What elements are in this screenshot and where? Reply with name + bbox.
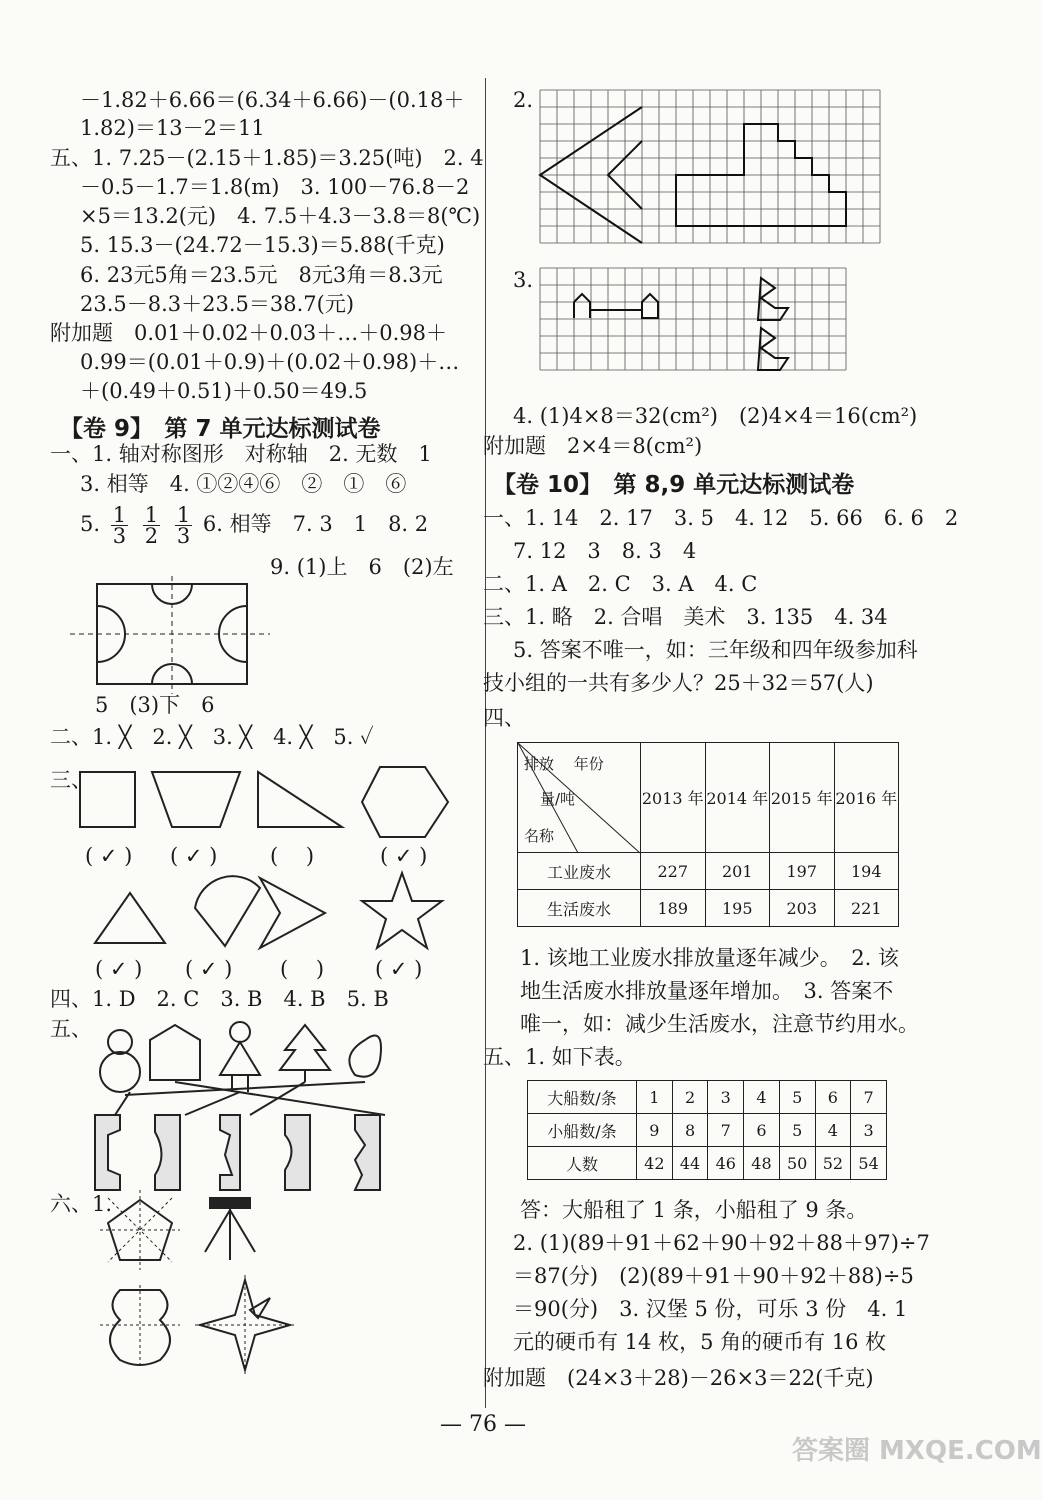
row-label: 大船数/条 (528, 1081, 637, 1114)
section-heading-10: 【卷 10】 第 8,9 单元达标测试卷 (493, 472, 855, 498)
star-shape (362, 873, 442, 948)
text-line: 唯一，如：减少生活废水，注意节约用水。 (520, 1012, 919, 1036)
hexagon-shape (362, 767, 448, 837)
table-cell: 1 (637, 1081, 673, 1114)
check-mark: ( ✓ ) (375, 957, 423, 981)
shapes-row-2 (90, 868, 450, 958)
text-line: 技小组的一共有多少人？25＋32＝57(人) (483, 671, 874, 695)
row-label: 人数 (528, 1147, 637, 1180)
text-line: －0.5－1.7＝1.8(m) 3. 100－76.8－2 (80, 175, 470, 199)
table-corner-cell (518, 743, 641, 853)
year-header: 2016 年 (834, 743, 899, 853)
text-line: －1.82＋6.66＝(6.34＋6.66)－(0.18＋ (80, 88, 465, 112)
text-line: 元的硬币有 14 枚，5 角的硬币有 16 枚 (513, 1330, 887, 1354)
grid-drawing-3 (540, 268, 850, 383)
table-cell: 5 (779, 1081, 815, 1114)
corner-top-label: 排放 年份 (524, 755, 604, 773)
table-cell: 8 (672, 1114, 708, 1147)
check-mark: ( ✓ ) (170, 844, 218, 868)
table-cell: 2 (672, 1081, 708, 1114)
table-cell: 4 (744, 1081, 780, 1114)
table-cell: 5 (779, 1114, 815, 1147)
section-label: 三、 (50, 768, 92, 792)
trapezoid-shape (152, 772, 240, 827)
text-line: 1.82)＝13－2＝11 (80, 116, 265, 140)
text-line: 附加题 (24×3＋28)－26×3＝22(千克) (483, 1366, 874, 1390)
check-mark: ( ✓ ) (380, 844, 428, 868)
text-line: 1. 该地工业废水排放量逐年减少。 2. 该 (520, 946, 899, 970)
text-line: 地生活废水排放量逐年增加。 3. 答案不 (520, 979, 894, 1003)
text-line: 附加题 2×4＝8(cm²) (483, 434, 703, 458)
table-cell: 227 (641, 853, 706, 890)
q5-prefix: 5. (80, 512, 101, 536)
text-line: 6. 23元5角＝23.5元 8元3角＝8.3元 (80, 263, 443, 287)
text-line: 9. (1)上 6 (2)左 (270, 555, 454, 579)
text-line: 附加题 0.01＋0.02＋0.03＋…＋0.98＋ (50, 321, 448, 345)
arrow-shape (260, 878, 325, 948)
text-line: 五、1. 7.25－(2.15＋1.85)＝3.25(吨) 2. 4 (50, 146, 484, 170)
table-cell: 4 (815, 1114, 851, 1147)
column-divider (485, 78, 486, 1408)
watermark: 答案圈 MXQE.COM (792, 1436, 1042, 1466)
grid-drawing-2 (540, 90, 880, 248)
table-cell: 203 (770, 890, 835, 927)
table-cell: 7 (708, 1114, 744, 1147)
text-line: 五、1. 如下表。 (483, 1045, 636, 1069)
table-cell: 54 (851, 1147, 887, 1180)
text-line: 四、1. D 2. C 3. B 4. B 5. B (50, 987, 389, 1011)
check-mark: ( ✓ ) (185, 957, 233, 981)
text-line: ＋(0.49＋0.51)＋0.50＝49.5 (80, 379, 368, 403)
text-line: 7. 12 3 8. 3 4 (513, 539, 697, 563)
table-row (518, 853, 899, 890)
year-header: 2014 年 (705, 743, 770, 853)
check-mark: ( ) (280, 957, 325, 981)
text-line: 5 (3)下 6 (95, 693, 215, 717)
right-triangle-shape (258, 772, 342, 827)
text-line: ×5＝13.2(元) 4. 7.5＋4.3－3.8＝8(℃) (80, 204, 481, 228)
section-label: 六、1. (50, 1192, 113, 1216)
text-line: 23.5－8.3＋23.5＝38.7(元) (80, 292, 355, 316)
q5-line (80, 505, 428, 546)
table-cell: 201 (705, 853, 770, 890)
table-cell: 3 (708, 1081, 744, 1114)
table-cell: 194 (834, 853, 899, 890)
check-mark: ( ) (270, 844, 315, 868)
corner-mid-label: 量/吨 (540, 790, 576, 808)
text-line: ＝87(分) (2)(89＋91＋90＋92＋88)÷5 (513, 1264, 914, 1288)
symmetry-pattern-figure (70, 576, 270, 696)
table-cell: 42 (637, 1147, 673, 1180)
table-cell: 48 (744, 1147, 780, 1180)
text-line: 一、1. 轴对称图形 对称轴 2. 无数 1 (50, 442, 432, 466)
table-cell: 50 (779, 1147, 815, 1180)
table-cell: 6 (815, 1081, 851, 1114)
triangle-shape (95, 893, 165, 943)
symmetry-drawings (100, 1190, 430, 1410)
table-cell: 6 (744, 1114, 780, 1147)
text-line: 0.99＝(0.01＋0.9)＋(0.02＋0.98)＋… (80, 350, 460, 374)
fraction: $\frac{1}{3}$ (112, 503, 127, 548)
section-label: 五、 (50, 1017, 92, 1041)
table-cell: 52 (815, 1147, 851, 1180)
table-row (528, 1147, 887, 1180)
table-row (528, 1081, 887, 1114)
emission-table (517, 742, 899, 927)
table-cell: 197 (770, 853, 835, 890)
text-line: 答：大船租了 1 条，小船租了 9 条。 (520, 1198, 868, 1222)
table-cell: 221 (834, 890, 899, 927)
row-name: 工业废水 (518, 853, 641, 890)
corner-bottom-label: 名称 (524, 827, 555, 845)
fraction: $\frac{1}{3}$ (176, 503, 191, 548)
text-line: 3. 相等 4. ①②④⑥ ② ① ⑥ (80, 472, 407, 496)
text-line: 一、1. 14 2. 17 3. 5 4. 12 5. 66 6. 6 2 (483, 506, 959, 530)
matching-figures (90, 1020, 470, 1200)
table-cell: 44 (672, 1147, 708, 1180)
year-header: 2015 年 (770, 743, 835, 853)
sector-shape (195, 876, 260, 946)
table-row (528, 1114, 887, 1147)
table-cell: 3 (851, 1114, 887, 1147)
row-label: 小船数/条 (528, 1114, 637, 1147)
text-line: 4. (1)4×8＝32(cm²) (2)4×4＝16(cm²) (513, 404, 918, 428)
q5-rest: 6. 相等 7. 3 1 8. 2 (202, 512, 429, 536)
table-cell: 9 (637, 1114, 673, 1147)
year-header: 2013 年 (641, 743, 706, 853)
boat-table (527, 1080, 887, 1180)
text-line: 四、 (483, 706, 525, 730)
check-mark: ( ✓ ) (95, 957, 143, 981)
text-line: ＝90(分) 3. 汉堡 5 份，可乐 3 份 4. 1 (513, 1297, 908, 1321)
shapes-row-1 (80, 762, 450, 842)
text-line: 三、1. 略 2. 合唱 美术 3. 135 4. 34 (483, 605, 888, 629)
table-cell: 46 (708, 1147, 744, 1180)
check-mark: ( ✓ ) (85, 844, 133, 868)
text-line: 2. (1)(89＋91＋62＋90＋92＋88＋97)÷7 (513, 1231, 930, 1255)
fraction: $\frac{1}{2}$ (144, 503, 159, 548)
table-row (518, 890, 899, 927)
row-name: 生活废水 (518, 890, 641, 927)
table-cell: 189 (641, 890, 706, 927)
table-cell: 7 (851, 1081, 887, 1114)
square-shape (80, 772, 135, 827)
page-number: — 76 — (440, 1412, 526, 1437)
text-line: 5. 答案不唯一，如：三年级和四年级参加科 (513, 638, 918, 662)
table-cell: 195 (705, 890, 770, 927)
question-label: 2. (513, 88, 534, 112)
text-line: 二、1. A 2. C 3. A 4. C (483, 572, 758, 596)
text-line: 二、1. ╳ 2. ╳ 3. ╳ 4. ╳ 5. ✓ (50, 725, 374, 749)
question-label: 3. (513, 268, 534, 292)
text-line: 5. 15.3－(24.72－15.3)＝5.88(千克) (80, 233, 445, 257)
section-heading-9: 【卷 9】 第 7 单元达标测试卷 (60, 416, 381, 442)
